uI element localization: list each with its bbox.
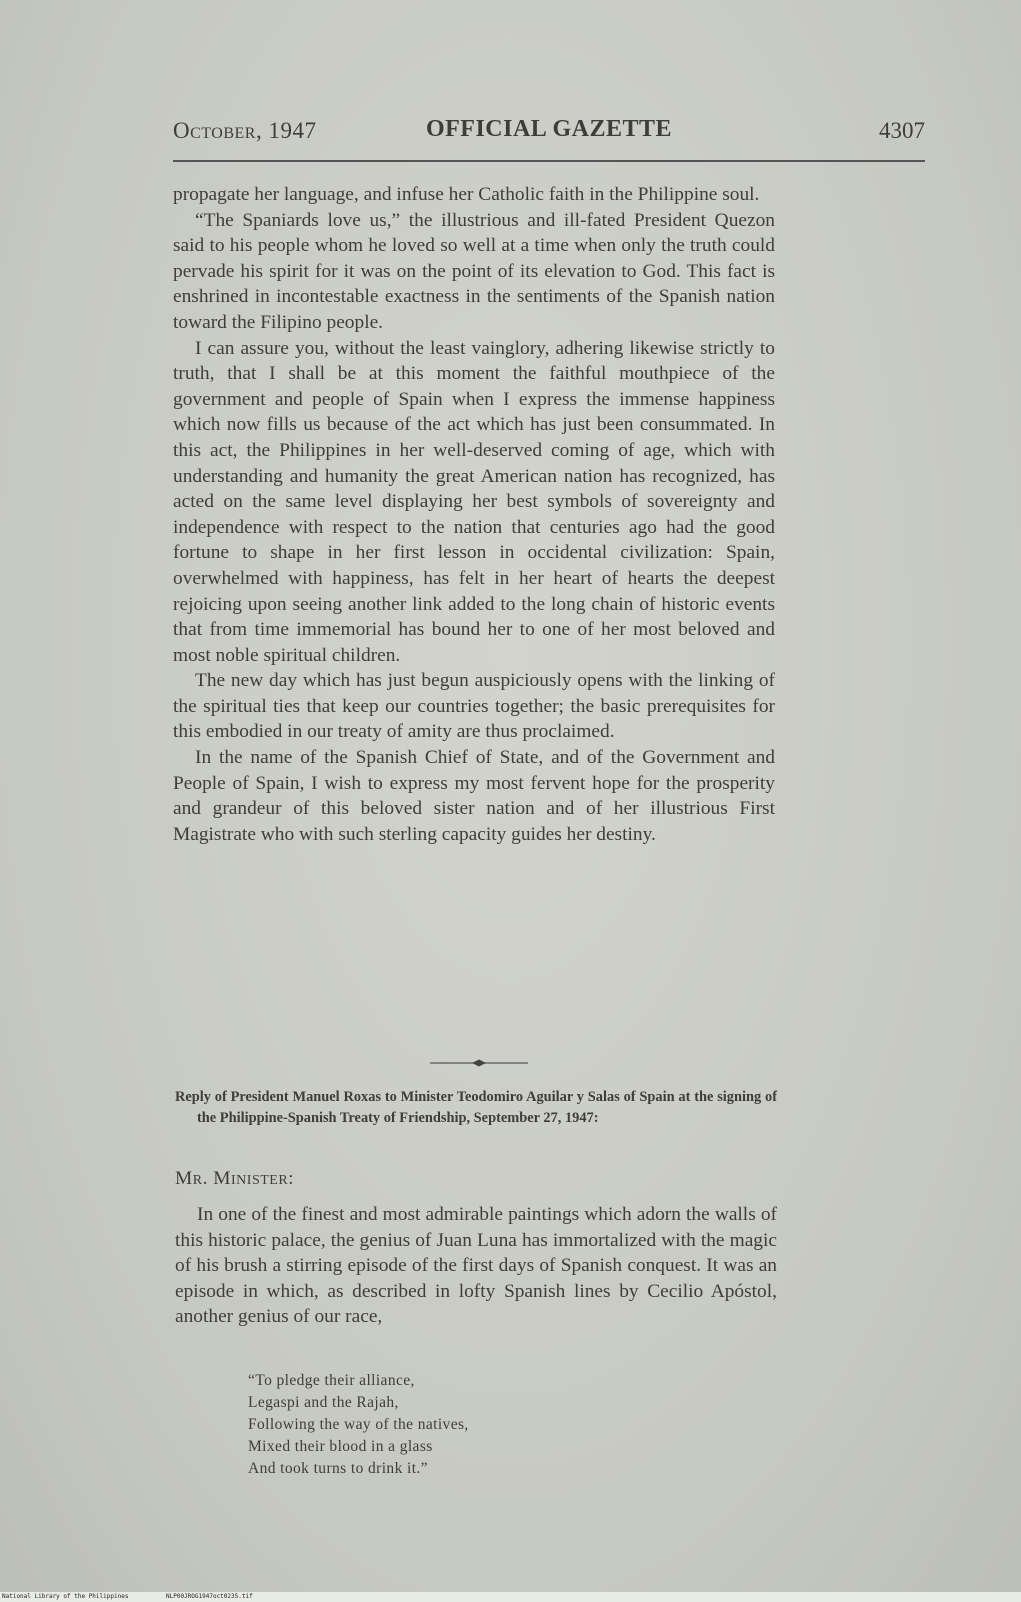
paragraph-3: I can assure you, without the least vainglory, adhering likewise strictly to truth, that I shall be at this moment the faithful mouthpiece of the government and people of Spain when I express the immense happiness which now fills us because of the act which has just been consummated. In this act, the Philippines in her well-deserved coming of age, which with understanding and humanity the great American nation has recognized, has acted on the same level displaying her best symbols of sovereignty and independence with respect to the nation that centuries ago had the good fortune to shape in her first lesson in occidental civilization: Spain, overwhelmed with happiness, has felt in her heart of hearts the deepest rejoicing upon seeing another link added to the long chain of historic events that from time immemorial has bound her to one of her most beloved and most noble spiritual children. [173, 337, 775, 666]
reply-body [175, 1202, 777, 1330]
scan-footer [0, 1592, 1021, 1602]
reply-caption [175, 1087, 777, 1128]
paragraph-1: propagate her language, and infuse her Catholic faith in the Philippine soul. [173, 184, 760, 205]
verse-line: Following the way of the natives, [248, 1416, 469, 1433]
article-body [173, 182, 775, 847]
header-title: OFFICIAL GAZETTE [425, 116, 673, 142]
header-rule [173, 160, 925, 162]
verse-line: And took turns to drink it.” [248, 1460, 428, 1477]
verse-quote [248, 1370, 469, 1480]
header-page-number: 4307 [879, 118, 925, 143]
verse-line: “To pledge their alliance, [248, 1372, 415, 1389]
paragraph-2: “The Spaniards love us,” the illustrious and ill-fated President Quezon said to his people whom he loved so well at a time when only the truth could pervade his spirit for it was on the point of its elevation to God. This fact is enshrined in incontestable exactness in the sentiments of the Spanish nation toward the Filipino people. [173, 209, 775, 333]
caption-text: Reply of President Manuel Roxas to Minister Teodomiro Aguilar y Salas of Spain at the signing of the Philippine-Spanish Treaty of Friendship, September 27, 1947: [175, 1089, 777, 1126]
verse-line: Legaspi and the Rajah, [248, 1394, 399, 1411]
verse-line: Mixed their blood in a glass [248, 1438, 433, 1455]
footer-library: National Library of the Philippines [2, 1593, 129, 1600]
paragraph-4: The new day which has just begun auspiciously opens with the linking of the spiritual ties that keep our countries together; the basic prerequisites for this embodied in our treaty of amity are thus proclaimed. [173, 670, 775, 743]
page-header [173, 116, 925, 150]
footer-filename: NLP00JROG1947oct0235.tif [166, 1593, 253, 1600]
reply-paragraph: In one of the finest and most admirable paintings which adorn the walls of this historic palace, the genius of Juan Luna has immortalized with the magic of his brush a stirring episode of the first days of Spanish conquest. It was an episode in which, as described in lofty Spanish lines by Cecilio Apóstol, another genius of our race, [175, 1204, 777, 1328]
header-date: October, 1947 [173, 118, 317, 143]
paragraph-5: In the name of the Spanish Chief of State, and of the Government and People of Spain, I wish to express my most fervent hope for the prosperity and grandeur of this beloved sister nation and of her illustrious First Magistrate who with such sterling capacity guides her destiny. [173, 747, 775, 845]
section-divider-ornament [430, 1058, 528, 1068]
salutation: Mr. Minister: [175, 1168, 295, 1189]
